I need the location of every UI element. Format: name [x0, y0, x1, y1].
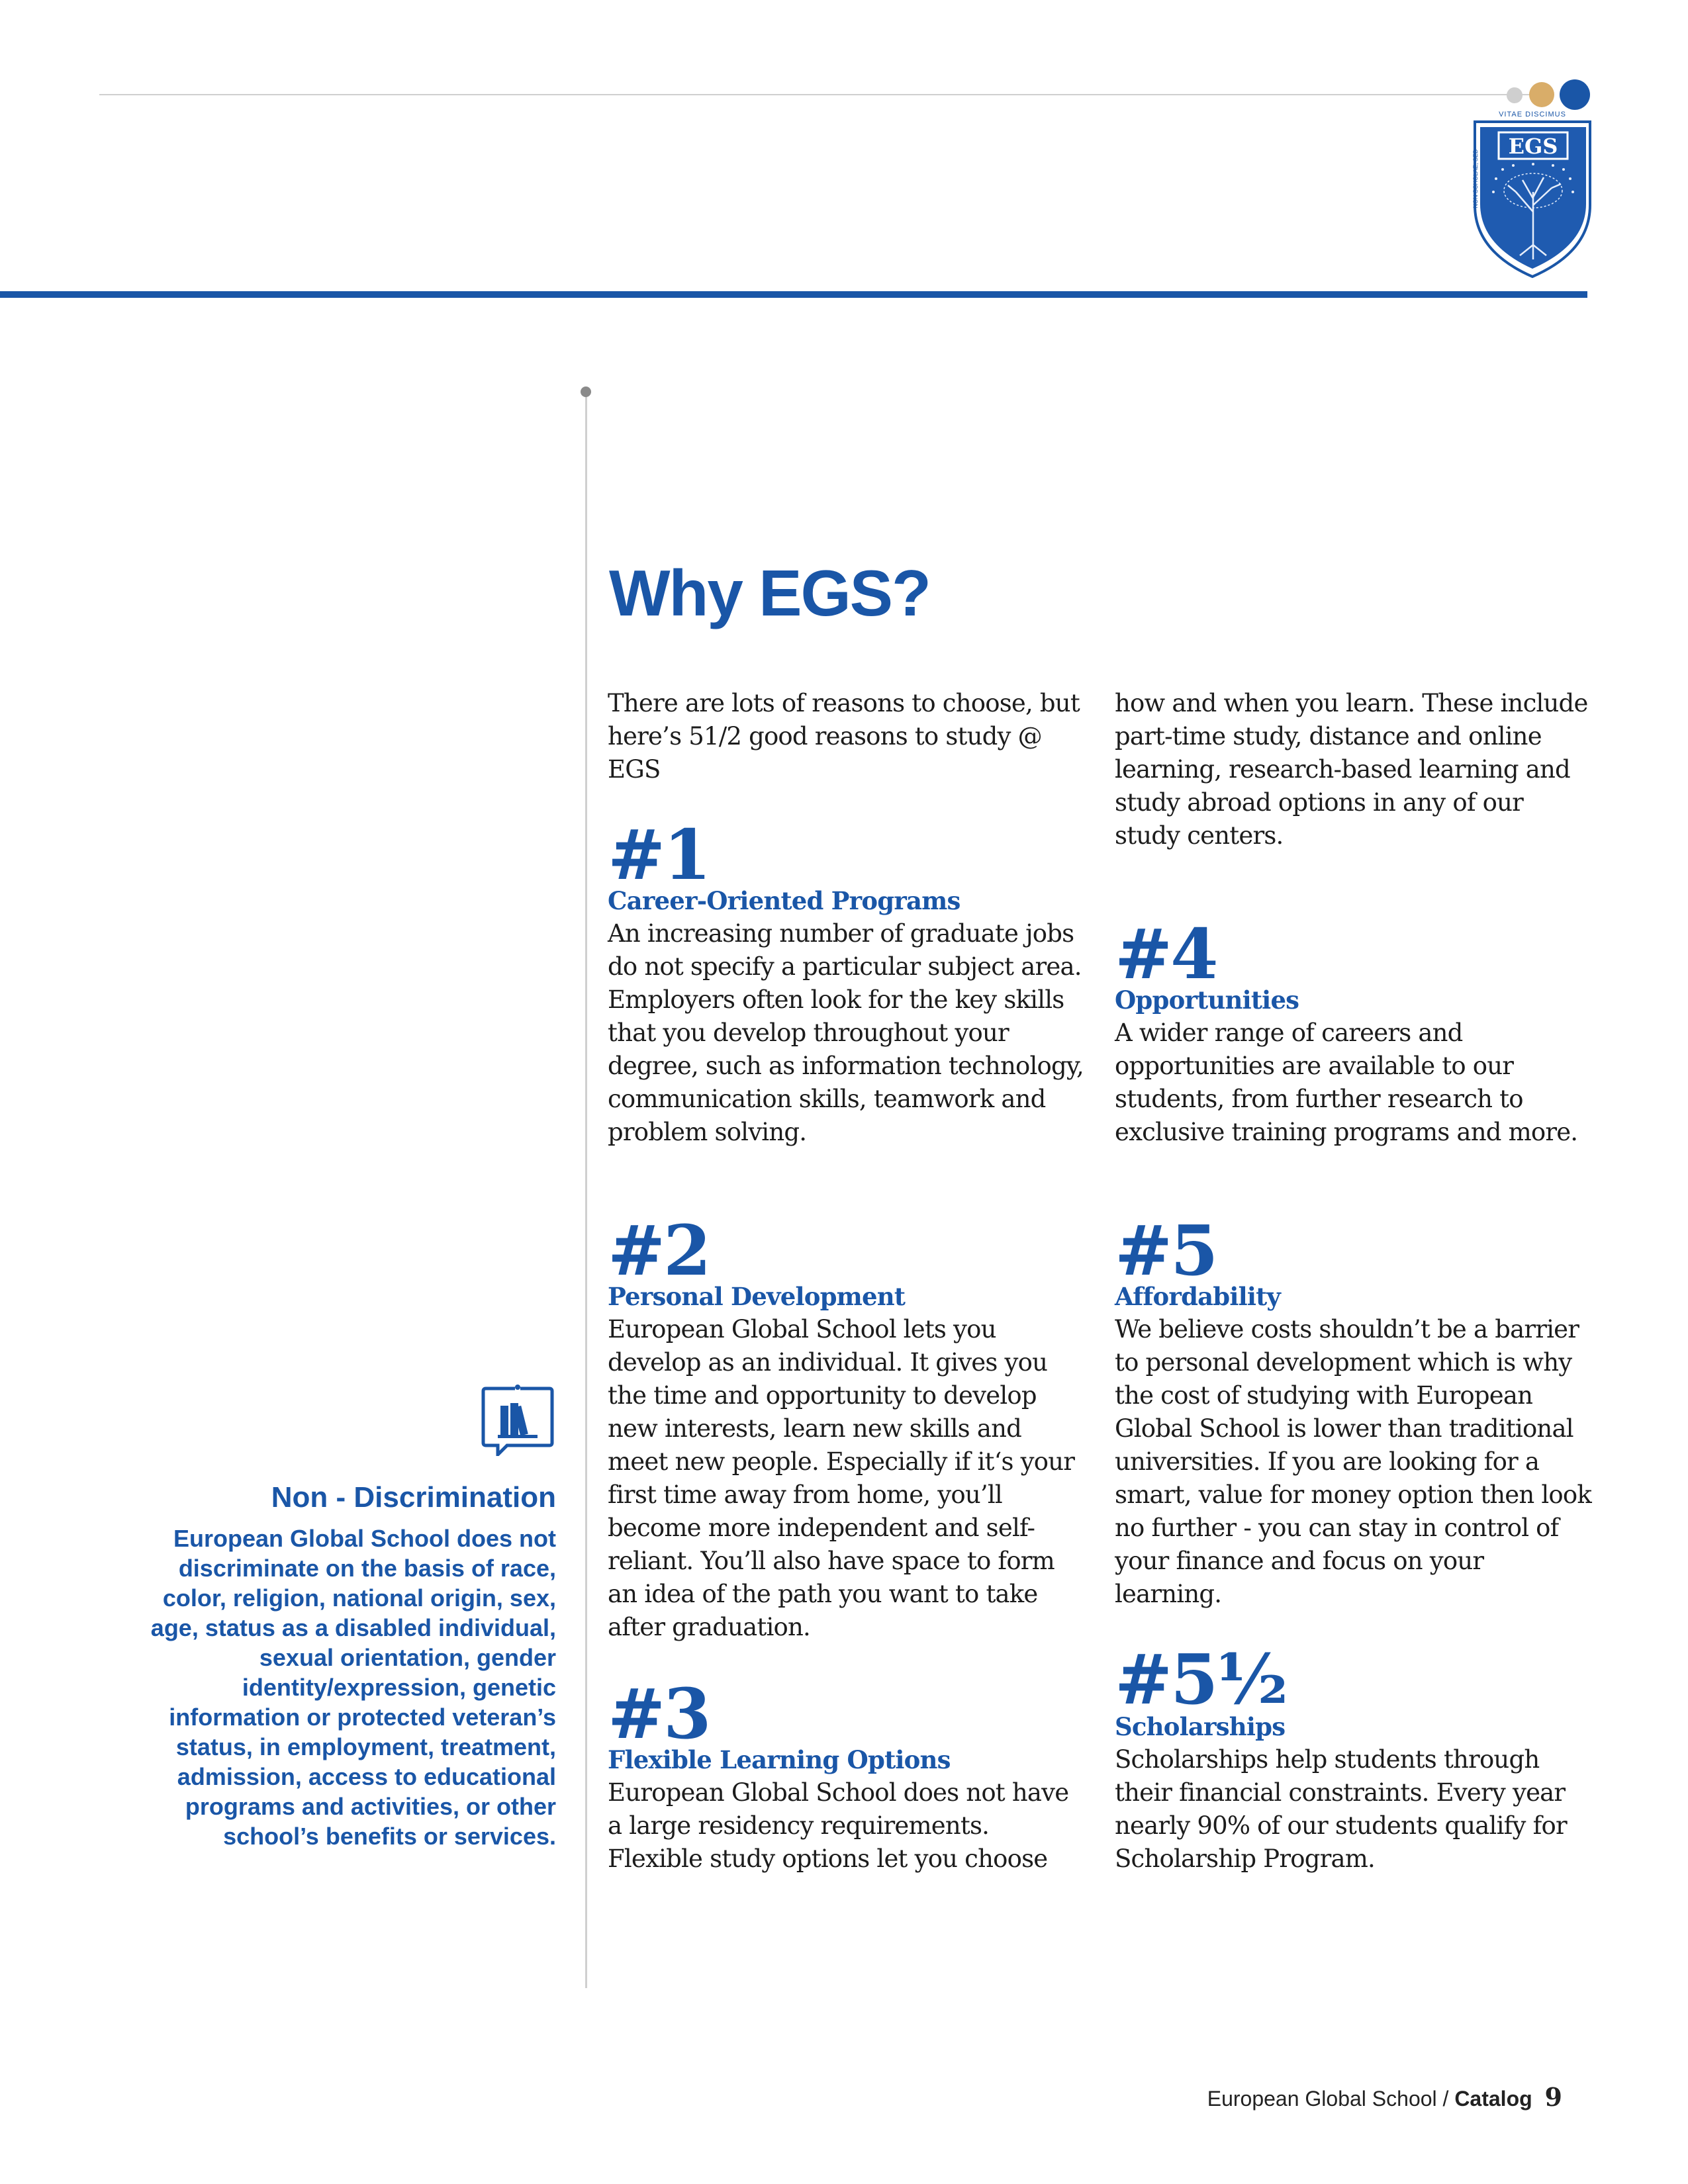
reason-3-body: European Global School does not have a large residency requirements. Flexible study options let you choose: [608, 1778, 1069, 1873]
reason-4-body: A wider range of careers and opportunities are available to our students, from further research to exclusive training programs and more.: [1115, 1019, 1578, 1146]
reason-5-body: We believe costs shouldn’t be a barrier to personal development which is why the cost of studying with European Global School is lower than traditional universities. If you are looking for a smart, value for money option then look no further - you can stay in control of your finance and focus on your learning.: [1115, 1315, 1591, 1608]
crest-motto: VITAE DISCIMUS: [1499, 111, 1566, 118]
crest-side-text: NON SCHOLAE, SED: [1472, 149, 1479, 208]
page-title: Why EGS?: [609, 557, 930, 629]
crest-initials: EGS: [1508, 134, 1558, 159]
page-footer: [993, 2082, 1562, 2112]
footer-section: Catalog: [1454, 2087, 1532, 2111]
reason-5-half-number: #5½: [1115, 1639, 1286, 1720]
column-divider: [585, 392, 587, 1988]
reason-5-number: #5: [1115, 1210, 1217, 1291]
non-discrimination-title: Non - Discrimination: [271, 1481, 556, 1514]
reason-3-heading: Flexible Learning Options: [608, 1745, 951, 1774]
reason-5-half-heading: Scholarships: [1115, 1712, 1286, 1741]
footer-school: European Global School /: [1207, 2087, 1449, 2111]
gold-dot: [1529, 82, 1554, 107]
reason-4-number: #4: [1115, 913, 1217, 995]
egs-crest-logo: [1470, 106, 1595, 279]
reason-5-half-body: Scholarships help students through their financial constraints. Every year nearly 90% of our students qualify for Scholarship Program.: [1115, 1745, 1567, 1873]
reason-1-body: An increasing number of graduate jobs do not specify a particular subject area. Employers often look for the key skills that you develop throughout your degree, such as information technology, communication skills, teamwork and problem solving.: [608, 919, 1084, 1146]
reason-2-body: European Global School lets you develop as an individual. It gives you the time and opportunity to develop new interests, learn new skills and meet new people. Especially if it‘s your first time away from home, you’ll become more independent and self-reliant. You’ll also have space to form an idea of the path you want to take after graduation.: [608, 1315, 1075, 1641]
reason-5-heading: Affordability: [1115, 1282, 1281, 1311]
reason-2-number: #2: [608, 1210, 710, 1291]
divider-dot: [581, 387, 591, 397]
reason-1-heading: Career-Oriented Programs: [608, 886, 961, 915]
reason-2-heading: Personal Development: [608, 1282, 906, 1311]
header-blue-rule: [0, 291, 1587, 298]
library-books-icon: [481, 1385, 555, 1456]
grey-dot: [1507, 87, 1523, 103]
reason-3-body-continued: how and when you learn. These include part-time study, distance and online learning, research-based learning and study abroad options in any of our study centers.: [1115, 689, 1588, 850]
reason-4-heading: Opportunities: [1115, 985, 1299, 1015]
reason-3-number: #3: [608, 1673, 710, 1754]
non-discrimination-body: European Global School does not discriminate on the basis of race, color, religion, national origin, sex, age, status as a disabled individual, sexual orientation, gender identity/expression, genetic information or protected veteran’s status, in employment, treatment, admission, access to educational programs and activities, or other school’s benefits or services.: [150, 1525, 556, 1850]
page-number: 9: [1544, 2082, 1562, 2112]
reason-1-number: #1: [608, 814, 710, 895]
header-rule: [99, 94, 1529, 95]
intro-text: There are lots of reasons to choose, but here’s 51/2 good reasons to study @ EGS: [608, 689, 1080, 784]
